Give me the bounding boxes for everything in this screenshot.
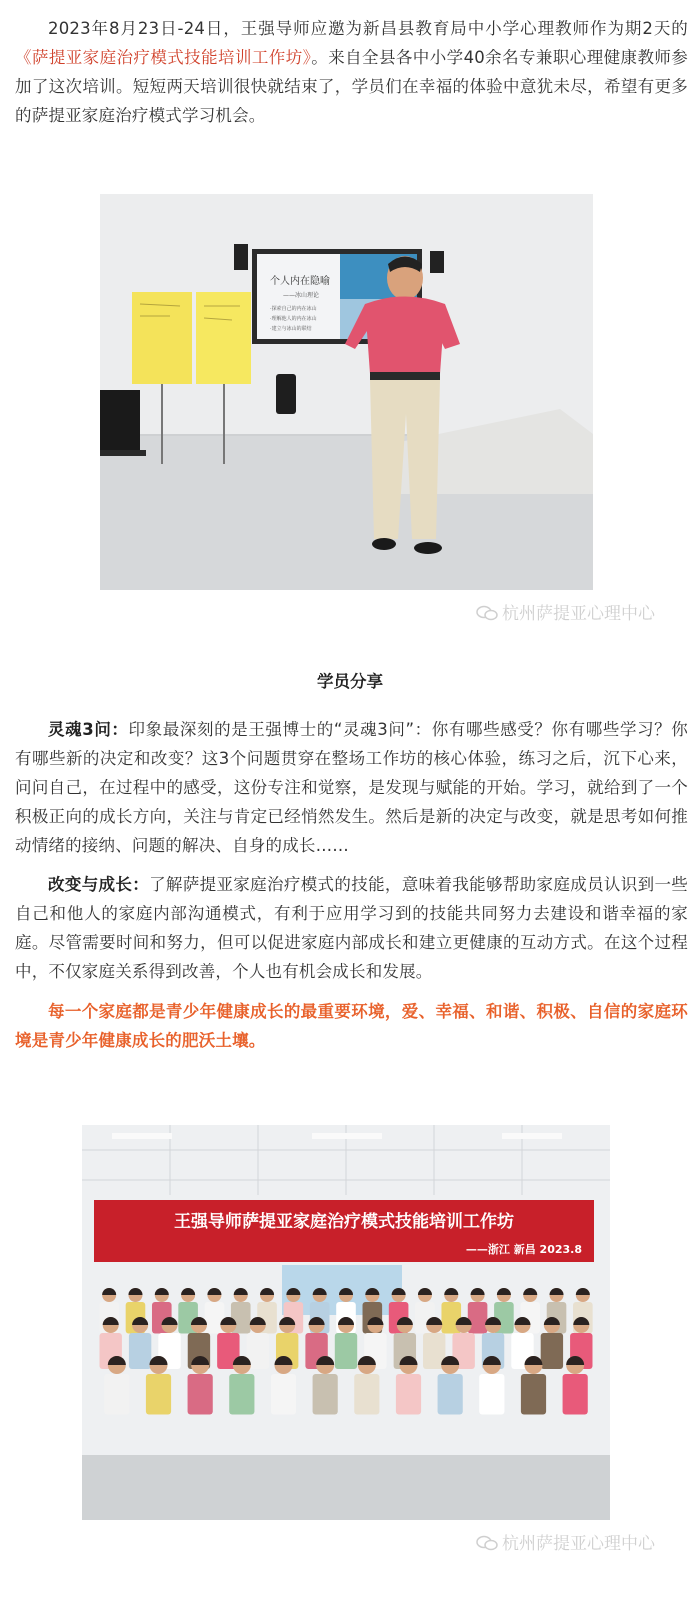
slide-line-3: ·建立与冰山的联结	[270, 326, 312, 332]
banner-subtitle: ——浙江 新昌 2023.8	[465, 1243, 582, 1256]
slide-line-1: ·探索自己的内在冰山	[270, 306, 317, 312]
person-body	[335, 1333, 357, 1369]
person-body	[229, 1374, 254, 1415]
share-1-label: 灵魂3问：	[48, 720, 129, 739]
share-2-text: 了解萨提亚家庭治疗模式的技能，意味着我能够帮助家庭成员认识到一些自己和他人的家庭内部沟通模式，有利于应用学习到的技能共同努力去建设和谐幸福的家庭。尽管需要时间和努力，但可以促进家庭内部成长和建立更健康的互动方式。在这个过程中，不仅家庭关系得到改善，个人也有机会成长和发展。	[15, 875, 688, 981]
person-body	[205, 1302, 225, 1334]
share-2-label: 改变与成长：	[48, 875, 150, 894]
person-body	[563, 1374, 588, 1415]
share-paragraph-1	[15, 715, 688, 860]
photo-group	[82, 1125, 610, 1520]
person-body	[521, 1374, 546, 1415]
intro-text-2: 。来自全县各中小学40余名专兼职心理健康教师参加了这次培训。短短两天培训很快就结束了，学员们在幸福的体验中意犹未尽，希望有更多的萨提亚家庭治疗模式学习机会。	[15, 48, 688, 125]
watermark-1	[476, 599, 655, 624]
person-body	[129, 1333, 151, 1369]
intro-paragraph	[15, 14, 688, 130]
slide-line-2: ·理解他人的内在冰山	[270, 316, 317, 322]
person-body	[354, 1374, 379, 1415]
banner-title: 王强导师萨提亚家庭治疗模式技能培训工作坊	[174, 1212, 514, 1232]
highlight-paragraph: 每一个家庭都是青少年健康成长的最重要环境，爱、幸福、和谐、积极、自信的家庭环境是青少年健康成长的肥沃土壤。	[15, 1002, 688, 1050]
share-paragraph-2	[15, 870, 688, 986]
slide-title: 个人内在隐喻	[270, 276, 330, 287]
person-body	[438, 1374, 463, 1415]
watermark-2	[476, 1529, 655, 1554]
intro-text-1: 2023年8月23日-24日，王强导师应邀为新昌县教育局中小学心理教师作为期2天的	[48, 19, 688, 38]
share-1-text: 印象最深刻的是王强博士的“灵魂3问”：你有哪些感受？你有哪些学习？你有哪些新的决定和改变？这3个问题贯穿在整场工作坊的核心体验，练习之后，沉下心来，问问自己，在过程中的感受，这份专注和觉察，是发现与赋能的开始。学习，就给到了一个积极正向的成长方向，关注与肯定已经悄然发生。然后是新的决定与改变，就是思考如何推动情绪的接纳、问题的解决、自身的成长……	[15, 720, 688, 855]
photo-speaker	[100, 194, 593, 590]
person-body	[468, 1302, 488, 1334]
section-title: 学员分享	[317, 672, 383, 691]
group-photo-illustration	[82, 1125, 610, 1520]
person-body	[541, 1333, 563, 1369]
watermark-2-text: 杭州萨提亚心理中心	[502, 1534, 655, 1554]
person-body	[479, 1374, 504, 1415]
wechat-icon	[476, 605, 498, 621]
person-body	[146, 1374, 171, 1415]
person-body	[271, 1374, 296, 1415]
workshop-title-link[interactable]: 《萨提亚家庭治疗模式技能培训工作坊》	[15, 48, 312, 67]
person-body	[313, 1374, 338, 1415]
person-body	[104, 1374, 129, 1415]
watermark-1-text: 杭州萨提亚心理中心	[502, 604, 655, 624]
speaker-photo-illustration	[100, 194, 593, 590]
person-body	[188, 1374, 213, 1415]
wechat-icon	[476, 1535, 498, 1551]
person-body	[396, 1374, 421, 1415]
slide-line-0: ——冰山理论	[283, 292, 320, 299]
